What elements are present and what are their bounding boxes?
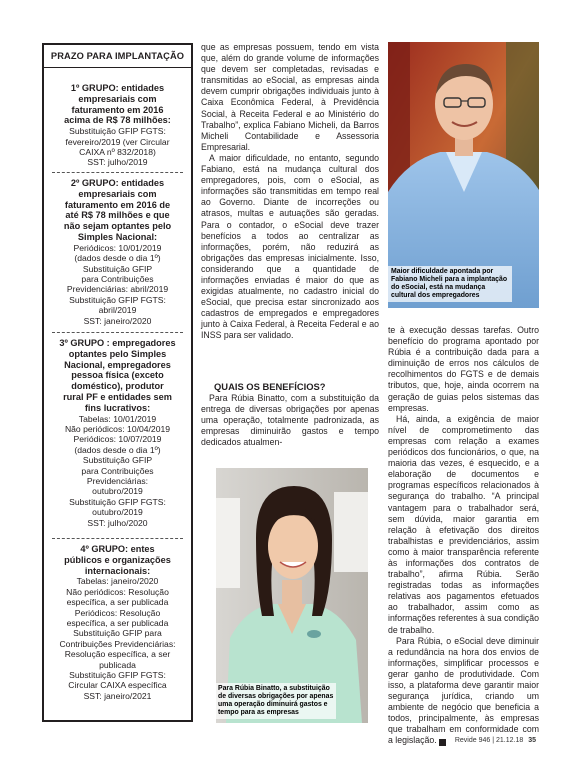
paragraph: Há, ainda, a exigência de maior nível de comprometimento das empresas com relação a exames periódicos dos funcionários, o que, na maioria das vezes, é esquecido, e a elaboração de documentos e programas específicos relacionados à segurança do trabalho. “A principal vantagem para o trabalhador será, sem dúvida, maior garantia em relação à efetivação dos direitos trabalhistas e previdenciários, assim como à maior transparência referente às informações dos contratos de trabalho”, afirma Rúbia. Serão registradas todas as informações relativas aos pagamentos efetuados ao trabalhador, assim como as informações referentes à sua condição de trabalho.	[388, 413, 539, 635]
group-4-line: Periódicos: Resolução	[74, 607, 161, 618]
group-3-head-line: Nacional, empregadores	[64, 359, 171, 370]
group-3-head-line: optantes pelo Simples	[68, 348, 167, 359]
group-2-line: para Contribuições	[81, 274, 154, 284]
group-3-line: Tabelas: 10/01/2019	[78, 413, 157, 424]
group-4-line: específica, a ser publicada	[66, 618, 169, 629]
group-4-line: Circular CAIXA específica	[68, 680, 167, 691]
group-3-line: outubro/2019	[92, 486, 143, 497]
group-3-line: para Contribuições	[81, 465, 154, 476]
group-2-line: Substituição GFIP FGTS:	[69, 294, 166, 305]
group-2-line: Periódicos: 10/01/2019	[73, 242, 162, 253]
group-3-head-line: doméstico), produtor	[71, 381, 164, 392]
caption-line: tempo para as empresas	[218, 709, 299, 716]
page-footer	[455, 737, 536, 744]
group-4-head-line: 4º GRUPO: entes	[80, 544, 155, 554]
group-3-head-line: rural PF e entidades sem	[63, 391, 172, 402]
divider	[52, 332, 183, 333]
group-1-head-line: acima de R$ 78 milhões:	[64, 115, 171, 126]
caption-line: uma operação diminuirá gastos e	[218, 701, 328, 708]
group-4	[48, 544, 187, 701]
group-4-line: específica, a ser publicada	[66, 597, 169, 608]
paragraph: te à execução dessas tarefas. Outro benefício do programa apontado por Rúbia é a contribuição dada para a diminuição de erros nos cálculos de recolhimentos do FGTS e de demais tributos, que, hoje, ainda ocorrem na geração de guias pelos sistemas das empresas.	[388, 325, 539, 413]
group-3-head-line: fins lucrativos:	[84, 402, 151, 413]
group-1-line: Substituição GFIP FGTS:	[69, 126, 166, 137]
issue-date: 21.12.18	[496, 737, 524, 744]
group-4-line: Resolução específica, a ser	[64, 649, 171, 660]
caption-line: Para Rúbia Binatto, a substituição	[218, 685, 330, 692]
group-4-line: Tabelas: janeiro/2020	[76, 576, 159, 587]
article-column-1-benefits	[201, 380, 379, 448]
group-2-head-line: Simples Nacional:	[77, 231, 158, 242]
group-2-head-line: até R$ 78 milhões e que	[65, 210, 170, 221]
page-number: 35	[528, 737, 536, 744]
group-1-line: fevereiro/2019 (ver Circular	[65, 136, 170, 147]
divider	[52, 172, 183, 173]
box-title: PRAZO PARA IMPLANTAÇÃO	[44, 45, 191, 68]
group-4-line: publicada	[99, 659, 136, 670]
group-4-head-line: públicos e organizações	[64, 554, 171, 565]
group-2-head-line: faturamento em 2016 de	[64, 199, 171, 210]
group-2-line: (dados desde o dia 1º)	[74, 253, 161, 264]
group-3-line: Periódicos: 10/07/2019	[73, 434, 162, 445]
group-1-line: CAIXA nº 832/2018)	[79, 147, 156, 157]
group-2-line: Substituição GFIP	[82, 263, 153, 274]
group-4-head-line: internacionais:	[84, 565, 151, 576]
group-3	[48, 338, 187, 528]
paragraph-text: Para Rúbia, o eSocial deve diminuir a redundância na hora dos envios de informações, simplificar processos e gerar ganho de produtividade. Com isso, a plataforma deve garantir maior segurança jurídica, criando um ambiente de negócio que beneficia a todos, principalmente, às empresas que trabalham em conformidade com a legislação.	[388, 635, 539, 746]
group-2-line: Previdenciárias: abril/2019	[66, 284, 169, 295]
group-1-line: SST: julho/2019	[87, 157, 148, 168]
group-3-head-line: 3º GRUPO : empregadores	[59, 338, 176, 348]
paragraph: Para Rúbia Binatto, com a substituição da entrega de diversas obrigações por apenas uma operação, totalmente padronizada, as empresas diminuirão gastos e tempo dedicados atualmen-	[201, 393, 379, 448]
implementation-deadline-box	[42, 43, 193, 722]
footer-separator: |	[492, 737, 495, 744]
group-2	[48, 178, 187, 326]
caption-line: Maior dificuldade apontada por	[391, 268, 494, 275]
group-1-head-line: 1º GRUPO: entidades	[70, 83, 165, 93]
fabiano-photo-caption	[391, 268, 516, 300]
group-4-line: Substituição GFIP FGTS:	[69, 670, 166, 681]
group-3-line: Previdenciárias:	[86, 476, 149, 487]
group-2-line: abril/2019	[98, 305, 137, 316]
group-2-head-line: 2º GRUPO: entidades	[70, 178, 165, 188]
group-3-line: Substituição GFIP FGTS:	[69, 496, 166, 507]
rubia-photo-caption	[218, 685, 340, 717]
magazine-name: Revide	[454, 737, 477, 744]
article-column-1-top	[201, 42, 379, 342]
group-3-line: outubro/2019	[92, 507, 143, 518]
group-2-line: SST: janeiro/2020	[83, 315, 152, 326]
divider	[52, 538, 183, 539]
caption-line: cultural dos empregadores	[391, 292, 480, 299]
group-2-head-line: não sejam optantes pelo	[63, 221, 172, 232]
issue-number: 946	[478, 737, 491, 744]
group-3-head-line: pessoa física (exceto	[71, 370, 164, 381]
group-3-line: (dados desde o dia 1º)	[74, 444, 161, 455]
caption-line: de diversas obrigações por apenas	[218, 693, 334, 700]
article-column-2	[388, 325, 539, 747]
paragraph: que as empresas possuem, tendo em vista que, além do grande volume de informações que devem ser completadas, revisadas e transmitidas ao eSocial, as empresas ainda devem cumprir obrigações individuais junto à Caixa Econômica Federal, à Previdência Social, à Receita Federal e ao Ministério do Trabalho”, explica Fabiano Micheli, da Barros Micheli Contabilidade e Assessoria Empresarial.	[201, 42, 379, 152]
paragraph: A maior dificuldade, no entanto, segundo Fabiano, está na mudança cultural dos empregadores, pois, com o eSocial, as informações são transmitidas em tempo real ao Governo. Diante de incorreções ou atrasos, multas e autuações são geradas. Para o contador, o eSocial deve trazer benefícios a todos ao centralizar as informações, porém, não reduzirá as obrigações das empresas inicialmente. Isso, considerando que a quantidade de informações enviadas é maior do que as exigidas atualmente, no cadastro inicial do eSocial, que precisa estar sincronizado aos cadastros de empregados e empregadores junto à Caixa Federal, à Receita Federal e ao INSS para ser validado.	[201, 152, 379, 341]
group-1-head-line: empresariais com	[78, 93, 157, 104]
group-4-line: SST: janeiro/2021	[83, 690, 152, 701]
group-1	[48, 83, 187, 168]
group-4-line: Substituição GFIP para	[73, 628, 162, 639]
caption-line: Fabiano Micheli para a implantação	[391, 276, 508, 283]
group-4-line: Não periódicos: Resolução	[66, 586, 169, 597]
group-3-line: Não periódicos: 10/04/2019	[64, 423, 171, 434]
group-2-head-line: empresariais com	[78, 188, 157, 199]
group-1-head-line: faturamento em 2016	[71, 104, 164, 115]
section-heading: QUAIS OS BENEFÍCIOS?	[214, 381, 326, 392]
group-3-line: Substituição GFIP	[82, 455, 153, 466]
group-4-line: Contribuições Previdenciárias:	[59, 638, 176, 649]
group-3-line: SST: julho/2020	[87, 517, 148, 528]
end-mark-icon: ▾	[439, 739, 446, 746]
paragraph	[388, 636, 539, 747]
caption-line: do eSocial, está na mudança	[391, 284, 486, 291]
